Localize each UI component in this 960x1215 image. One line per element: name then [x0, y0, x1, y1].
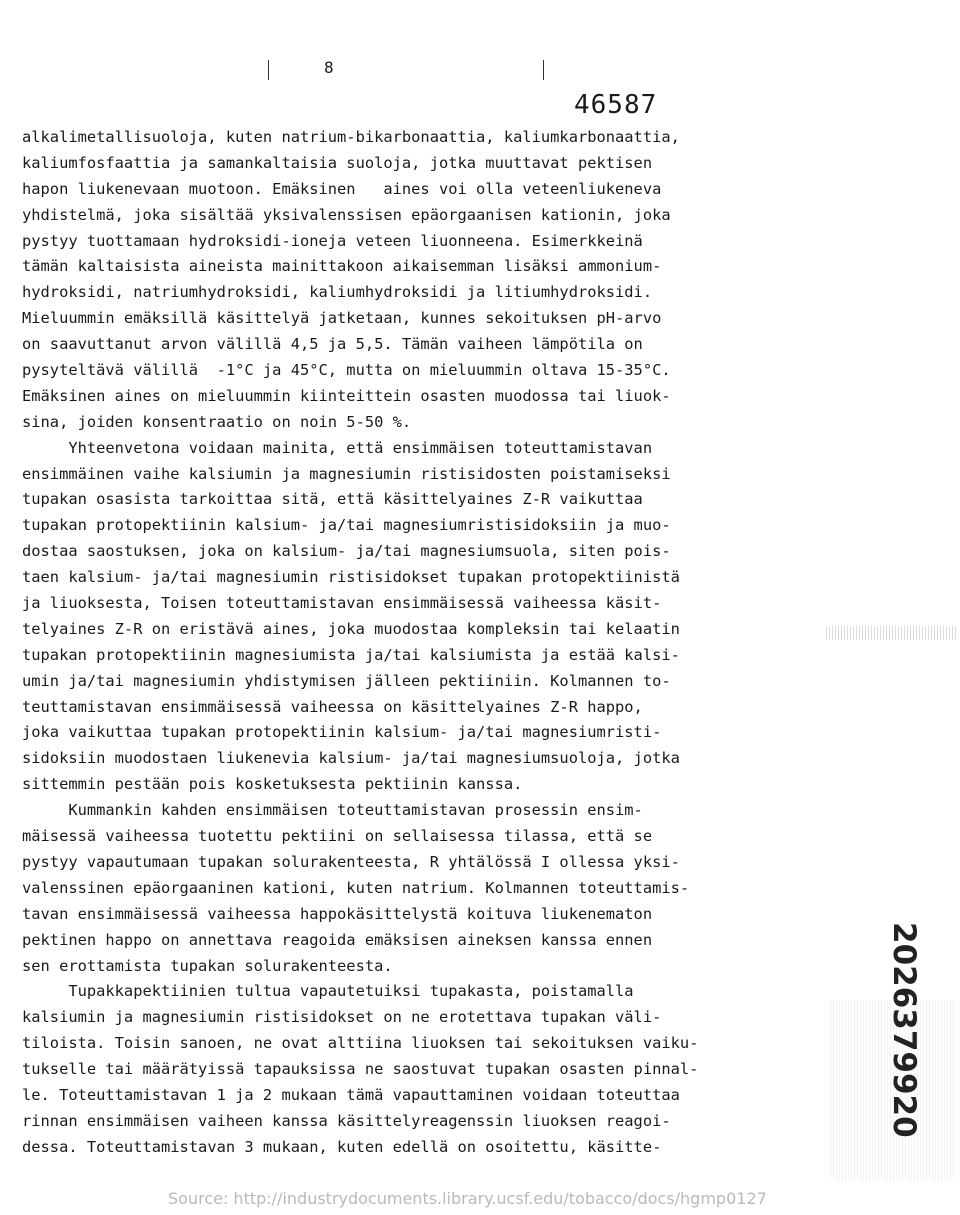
document-body	[22, 125, 762, 1161]
body-line: taen kalsium- ja/tai magnesiumin ristisidokset tupakan protopektiinistä	[22, 568, 680, 587]
body-line: alkalimetallisuoloja, kuten natrium-bikarbonaattia, kaliumkarbonaattia,	[22, 128, 680, 146]
body-line: mäisessä vaiheessa tuotettu pektiini on sellaisessa tilassa, että se	[22, 827, 653, 846]
body-line: sidoksiin muodostaen liukenevia kalsium- ja/tai magnesiumsuoloja, jotka	[22, 749, 680, 768]
margin-mark-right	[543, 60, 544, 80]
body-line: Yhteenvetona voidaan mainita, että ensimmäisen toteuttamistavan	[22, 438, 653, 457]
body-line: teuttamistavan ensimmäisessä vaiheessa on käsittelyaines Z-R happo,	[22, 697, 643, 716]
body-line: sina, joiden konsentraatio on noin 5-50 %.	[22, 412, 412, 431]
body-line: tupakan osasista tarkoittaa sitä, että käsittelyaines Z-R vaikuttaa	[22, 490, 643, 509]
body-line: hydroksidi, natriumhydroksidi, kaliumhydroksidi ja litiumhydroksidi.	[22, 283, 653, 302]
body-line: sen erottamista tupakan solurakenteesta.	[22, 956, 393, 975]
body-line: kalsiumin ja magnesiumin ristisidokset on ne erotettava tupakan väli-	[22, 1008, 662, 1027]
document-id: 46587	[574, 90, 658, 120]
body-line: tiloista. Toisin sanoen, ne ovat alttiina liuoksen tai sekoituksen vaiku-	[22, 1034, 699, 1053]
scan-noise-band	[826, 626, 956, 640]
body-line: pysyteltävä välillä -1°C ja 45°C, mutta on mieluummin oltava 15-35°C.	[22, 361, 671, 380]
body-line: joka vaikuttaa tupakan protopektiinin kalsium- ja/tai magnesiumristi-	[22, 723, 662, 742]
body-line: telyaines Z-R on eristävä aines, joka muodostaa kompleksin tai kelaatin	[22, 619, 680, 638]
body-line: dostaa saostuksen, joka on kalsium- ja/tai magnesiumsuola, siten pois-	[22, 542, 671, 561]
body-line: Kummankin kahden ensimmäisen toteuttamistavan prosessin ensim-	[22, 801, 643, 820]
body-line: umin ja/tai magnesiumin yhdistymisen jälleen pektiiniin. Kolmannen to-	[22, 671, 671, 690]
body-line: rinnan ensimmäisen vaiheen kanssa käsittelyreagenssin liuoksen reagoi-	[22, 1111, 671, 1130]
body-line: sittemmin pestään pois kosketuksesta pektiinin kanssa.	[22, 775, 523, 794]
body-line: pektinen happo on annettava reagoida emäksisen aineksen kanssa ennen	[22, 930, 653, 949]
body-line: ensimmäinen vaihe kalsiumin ja magnesiumin ristisidosten poistamiseksi	[22, 464, 671, 483]
body-line: Tupakkapektiinien tultua vapautetuiksi tupakasta, poistamalla	[22, 982, 634, 1001]
body-line: kaliumfosfaattia ja samankaltaisia suoloja, jotka muuttavat pektisen	[22, 153, 653, 172]
body-line: valenssinen epäorgaaninen kationi, kuten natrium. Kolmannen toteuttamis-	[22, 878, 690, 897]
body-line: pystyy tuottamaan hydroksidi-ioneja veteen liuonneena. Esimerkkeinä	[22, 231, 643, 250]
body-line: tupakan protopektiinin magnesiumista ja/tai kalsiumista ja estää kalsi-	[22, 645, 680, 664]
body-line: tavan ensimmäisessä vaiheessa happokäsittelystä koituva liukenematon	[22, 904, 653, 923]
body-line: Mieluummin emäksillä käsittelyä jatketaan, kunnes sekoituksen pH-arvo	[22, 309, 662, 328]
body-line: tämän kaltaisista aineista mainittakoon aikaisemman lisäksi ammonium-	[22, 257, 662, 276]
body-line: yhdistelmä, joka sisältää yksivalenssisen epäorgaanisen kationin, joka	[22, 205, 671, 224]
body-line: le. Toteuttamistavan 1 ja 2 mukaan tämä vapauttaminen voidaan toteuttaa	[22, 1085, 680, 1104]
margin-mark-left	[268, 60, 269, 80]
body-line: Emäksinen aines on mieluummin kiinteittein osasten muodossa tai liuok-	[22, 386, 671, 405]
page-number: 8	[324, 58, 334, 77]
body-line: ja liuoksesta, Toisen toteuttamistavan ensimmäisessä vaiheessa käsit-	[22, 594, 662, 613]
body-line: on saavuttanut arvon välillä 4,5 ja 5,5. Tämän vaiheen lämpötila on	[22, 335, 643, 354]
side-document-number: 2026379920	[886, 922, 922, 1138]
source-footer: Source: http://industrydocuments.library.ucsf.edu/tobacco/docs/hgmp0127	[168, 1189, 767, 1208]
body-line: tupakan protopektiinin kalsium- ja/tai magnesiumristisidoksiin ja muo-	[22, 516, 671, 535]
body-line: dessa. Toteuttamistavan 3 mukaan, kuten edellä on osoitettu, käsitte-	[22, 1137, 662, 1156]
body-line: tukselle tai määrätyissä tapauksissa ne saostuvat tupakan osasten pinnal-	[22, 1060, 699, 1079]
body-line: pystyy vapautumaan tupakan solurakenteesta, R yhtälössä I ollessa yksi-	[22, 852, 680, 871]
body-line: hapon liukenevaan muotoon. Emäksinen aines voi olla veteenliukeneva	[22, 179, 662, 198]
